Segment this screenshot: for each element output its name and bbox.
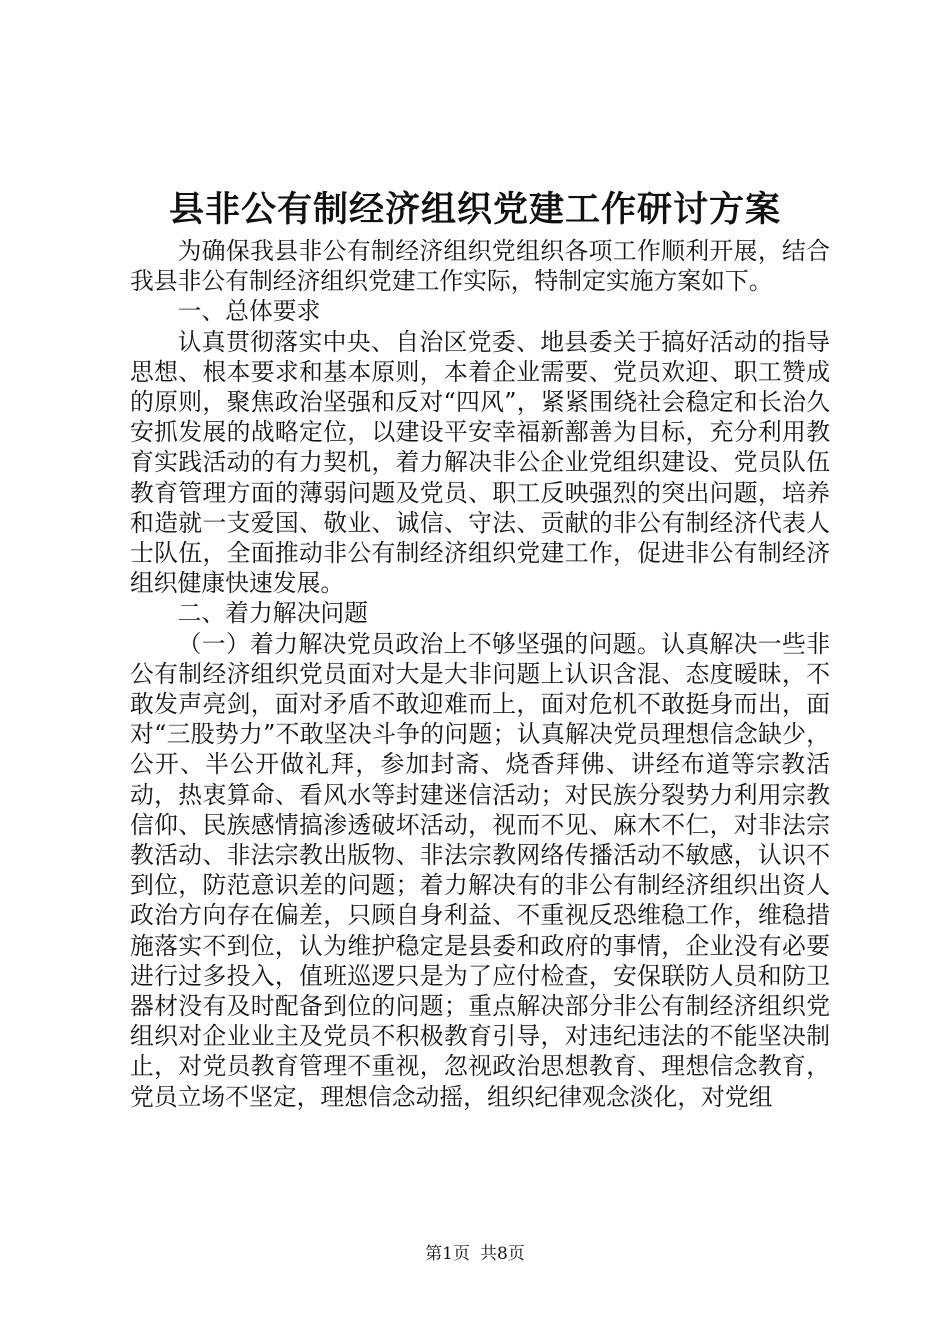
document-title: 县非公有制经济组织党建工作研讨方案	[168, 189, 781, 230]
general-requirements-paragraph: 认真贯彻落实中央、自治区党委、地县委关于搞好活动的指导思想、根本要求和基本原则，本着企业需要、党员欢迎、职工赞成的原则，聚焦政治坚强和反对“四风”，紧紧围绕社会稳定和长治久安抓发展的战略定位，以建设平安幸福新鄯善为目标，充分利用教育实践活动的有力契机，着力解决非公企业党组织建设、党员队伍教育管理方面的薄弱问题及党员、职工反映强烈的突出问题，培养和造就一支爱国、敬业、诚信、守法、贡献的非公有制经济代表人士队伍，全面推动非公有制经济组织党建工作，促进非公有制经济组织健康快速发展。	[130, 327, 830, 598]
page-number: 第1页	[425, 1244, 470, 1264]
intro-paragraph: 为确保我县非公有制经济组织党组织各项工作顺利开展，结合我县非公有制经济组织党建工作实际，特制定实施方案如下。	[130, 237, 830, 296]
section-heading-key-problems: 二、着力解决问题	[177, 599, 368, 628]
page-footer	[0, 1242, 950, 1266]
document-body	[130, 236, 830, 1112]
key-problems-paragraph-1: （一）着力解决党员政治上不够坚强的问题。认真解决一些非公有制经济组织党员面对大是大非问题上认识含混、态度暧昧，不敢发声亮剑，面对矛盾不敢迎难而上，面对危机不敢挺身而出，面对“三股势力”不敢坚决斗争的问题；认真解决党员理想信念缺少，公开、半公开做礼拜，参加封斋、烧香拜佛、讲经布道等宗教活动，热衷算命、看风水等封建迷信活动；对民族分裂势力利用宗教信仰、民族感情搞渗透破坏活动，视而不见、麻木不仁，对非法宗教活动、非法宗教出版物、非法宗教网络传播活动不敏感，认识不到位，防范意识差的问题；着力解决有的非公有制经济组织出资人政治方向存在偏差，只顾自身利益、不重视反恐维稳工作，维稳措施落实不到位，认为维护稳定是县委和政府的事情，企业没有必要进行过多投入，值班巡逻只是为了应付检查，安保联防人员和防卫器材没有及时配备到位的问题；重点解决部分非公有制经济组织党组织对企业业主及党员不积极教育引导，对违纪违法的不能坚决制止，对党员教育管理不重视，忽视政治思想教育、理想信念教育，党员立场不坚定，理想信念动摇，组织纪律观念淡化，对党组	[130, 629, 830, 1111]
section-heading-general-requirements: 一、总体要求	[177, 297, 321, 326]
page-total: 共8页	[480, 1244, 525, 1264]
